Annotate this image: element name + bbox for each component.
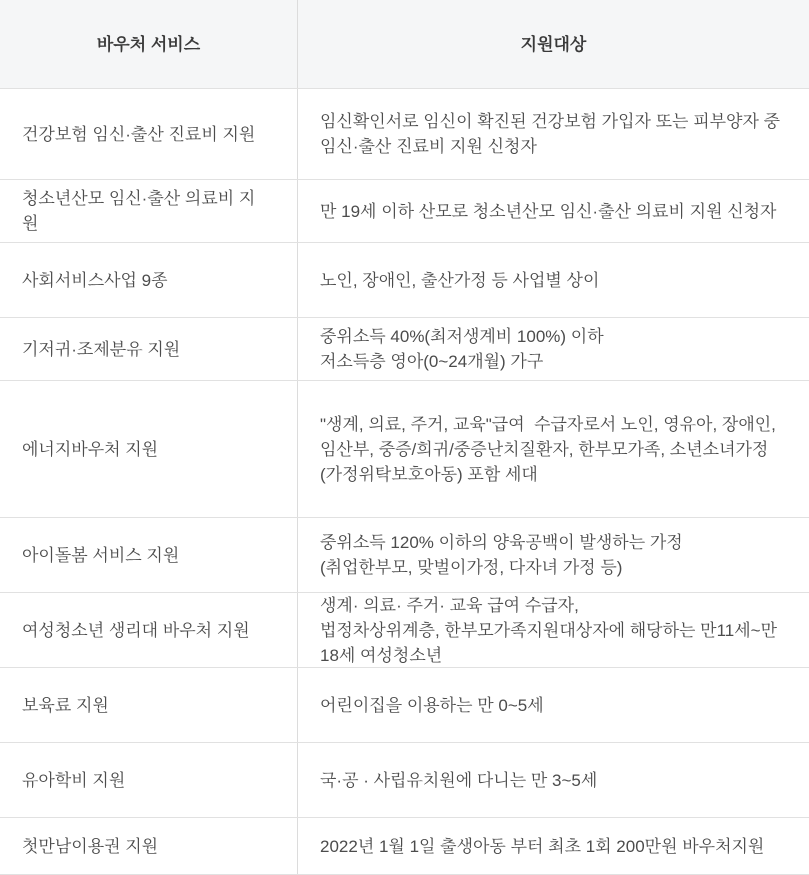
table-row [0, 243, 809, 318]
support-target-line: 어린이집을 이용하는 만 0~5세 [320, 695, 544, 715]
service-name-cell: 청소년산모 임신·출산 의료비 지원 [0, 180, 298, 242]
table-row [0, 593, 809, 668]
table-row [0, 668, 809, 743]
support-target-line: 노인, 장애인, 출산가정 등 사업별 상이 [320, 270, 600, 290]
support-target-cell [298, 818, 809, 874]
service-name-cell: 유아학비 지원 [0, 743, 298, 817]
support-target-line: 임신·출산 진료비 지원 신청자 [320, 137, 537, 156]
table-row [0, 180, 809, 243]
service-name-cell: 건강보험 임신·출산 진료비 지원 [0, 89, 298, 179]
column-header-voucher-service: 바우처 서비스 [0, 0, 298, 88]
support-target-line: 생계· 의료· 주거· 교육 급여 수급자, [320, 595, 579, 615]
support-target-cell [298, 668, 809, 742]
table-row [0, 89, 809, 180]
support-target-line: 중위소득 40%(최저생계비 100%) 이하 [320, 327, 604, 346]
support-target-cell [298, 381, 809, 517]
service-name-cell: 첫만남이용권 지원 [0, 818, 298, 874]
support-target-cell [298, 743, 809, 817]
support-target-line: 2022년 1월 1일 출생아동 부터 최초 1회 200만원 바우처지원 [320, 836, 765, 856]
support-target-line: 만 19세 이하 산모로 청소년산모 임신·출산 의료비 지원 신청자 [320, 201, 777, 221]
support-target-line: 국·공 · 사립유치원에 다니는 만 3~5세 [320, 770, 598, 790]
support-target-line: (취업한부모, 맞벌이가정, 다자녀 가정 등) [320, 558, 623, 577]
support-target-line: (가정위탁보호아동) 포함 세대 [320, 464, 538, 484]
support-target-cell [298, 518, 809, 592]
table-row [0, 381, 809, 518]
service-name-cell: 기저귀·조제분유 지원 [0, 318, 298, 380]
support-target-line: 임산부, 중증/희귀/중증난치질환자, 한부모가족, 소년소녀가정 [320, 439, 769, 459]
table-header-row [0, 0, 809, 89]
table-row [0, 518, 809, 593]
support-target-line: 임신확인서로 임신이 확진된 건강보험 가입자 또는 피부양자 중 [320, 112, 781, 131]
column-header-support-target: 지원대상 [520, 34, 587, 54]
support-target-cell [298, 89, 809, 179]
table-row [0, 743, 809, 818]
service-name-cell: 사회서비스사업 9종 [0, 243, 298, 317]
support-target-line: "생계, 의료, 주거, 교육"급여 수급자로서 노인, 영유아, 장애인, [320, 414, 776, 434]
service-name-cell: 보육료 지원 [0, 668, 298, 742]
support-target-line: 중위소득 120% 이하의 양육공백이 발생하는 가정 [320, 533, 683, 552]
support-target-line: 법정차상위계층, 한부모가족지원대상자에 해당하는 만11세~만18세 여성청소년 [320, 620, 778, 665]
service-name-cell: 여성청소년 생리대 바우처 지원 [0, 593, 298, 667]
support-target-line: 저소득층 영아(0~24개월) 가구 [320, 352, 544, 371]
table-row [0, 818, 809, 875]
table-body [0, 89, 809, 875]
service-name-cell: 에너지바우처 지원 [0, 381, 298, 517]
table-row [0, 318, 809, 381]
support-target-cell [298, 243, 809, 317]
support-target-cell [298, 593, 809, 667]
support-target-cell [298, 180, 809, 242]
support-target-cell [298, 318, 809, 380]
service-name-cell: 아이돌봄 서비스 지원 [0, 518, 298, 592]
